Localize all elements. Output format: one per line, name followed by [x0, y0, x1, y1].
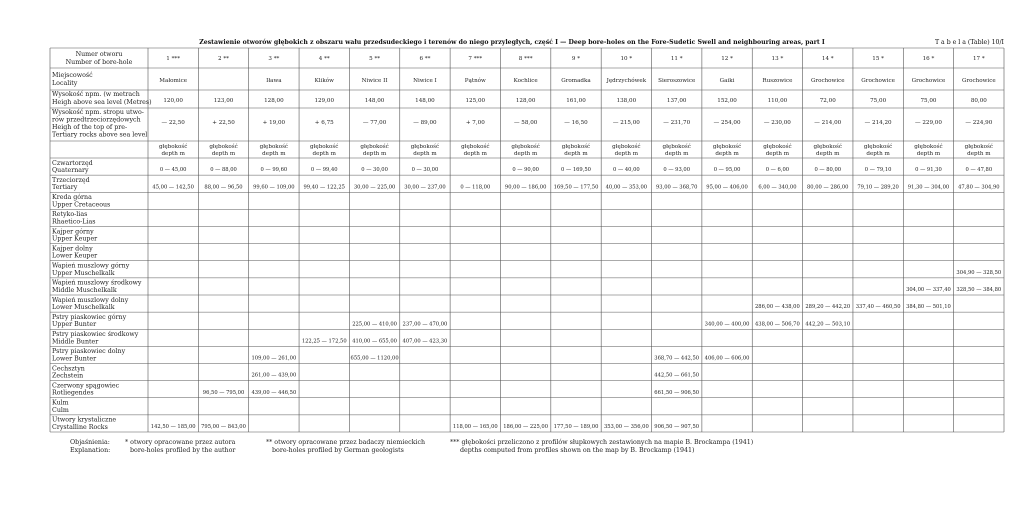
depth-cell: 261,00 — 439,00: [251, 372, 297, 379]
depth-label-en: depth m: [362, 151, 387, 157]
depth-cell: 328,50 — 384,80: [956, 287, 1002, 293]
depth-label-en: depth m: [614, 151, 639, 157]
top-value: — 214,00: [814, 120, 842, 126]
depth-label-en: depth m: [866, 151, 890, 157]
top-value: — 214,20: [864, 120, 892, 126]
stratum-label-pl: Cechsztyn: [52, 365, 85, 373]
depth-label-en: depth m: [413, 151, 437, 157]
depth-label-en: depth m: [463, 151, 487, 157]
top-value: — 215,00: [612, 120, 640, 126]
depth-label-en: depth m: [161, 151, 185, 157]
stratum-label-pl: Wapień muszlowy dolny: [52, 296, 129, 304]
borehole-number: 13 *: [771, 56, 784, 62]
depth-label-en: depth m: [564, 151, 588, 157]
depth-cell: 118,00 — 165,00: [452, 424, 498, 430]
depth-cell: 407,00 — 423,30: [402, 338, 448, 345]
height-value: 120,00: [163, 98, 183, 104]
depth-label-pl: głębokość: [259, 144, 289, 150]
height-label-pl: Wysokość npm. (w metrach: [52, 91, 140, 98]
locality-name: Grochowice: [810, 78, 845, 84]
depth-label-pl: głębokość: [511, 144, 540, 150]
depth-label-pl: głębokość: [461, 144, 490, 150]
depth-cell: 0 — 6,00: [765, 167, 790, 174]
borehole-number: 15 *: [872, 56, 884, 62]
top-value: — 230,00: [763, 120, 791, 126]
stratum-label-pl: Pstry piaskowiec górny: [52, 313, 127, 321]
depth-cell: 109,00 — 261,00: [251, 355, 297, 362]
height-value: 75,00: [870, 98, 887, 104]
locality-name: Gaiki: [719, 78, 735, 84]
stratum-label-en: Tertiary: [52, 184, 78, 192]
height-value: 161,00: [566, 98, 586, 104]
depth-cell: 0 — 90,00: [512, 167, 539, 174]
depth-label-en: depth m: [211, 151, 236, 157]
depth-cell: 237,00 — 470,00: [402, 321, 448, 328]
borehole-number: 10 *: [620, 56, 633, 62]
depth-cell: 304,90 — 328,50: [956, 269, 1002, 276]
depth-cell: 30,00 — 237,00: [404, 184, 446, 191]
height-value: 137,00: [666, 98, 687, 104]
locality-name: Grochowice: [962, 78, 996, 84]
depth-cell: 169,50 — 177,50: [553, 184, 599, 191]
depth-cell: 439,00 — 446,50: [251, 389, 297, 396]
height-value: 80,00: [970, 98, 987, 104]
depth-cell: 0 — 118,00: [460, 184, 491, 191]
top-value: — 77,00: [362, 120, 387, 126]
locality-name: Kochlice: [513, 78, 538, 84]
notes-label-en: Explanation:: [70, 447, 111, 454]
depth-cell: 88,00 — 96,50: [204, 184, 243, 191]
height-value: 123,00: [213, 98, 234, 104]
stratum-label-pl: Kreda górna: [52, 194, 92, 202]
depth-cell: 91,30 — 304,00: [907, 184, 950, 191]
stratum-label-en: Culm: [52, 406, 69, 414]
top-value: — 22,50: [161, 120, 185, 126]
top-label-line: Wysokość npm. stropu utwo-: [52, 109, 144, 116]
depth-label-en: depth m: [262, 151, 286, 157]
depth-label-en: depth m: [715, 151, 739, 157]
locality-name: Grochowice: [861, 78, 895, 84]
depth-label-pl: głębokość: [964, 144, 994, 150]
depth-cell: 0 — 47,80: [965, 167, 993, 174]
depth-cell: 289,20 — 442,20: [805, 304, 851, 311]
depth-cell: 0 — 79,10: [864, 167, 892, 174]
top-value: + 7,00: [465, 120, 485, 126]
depth-cell: 177,50 — 189,00: [553, 424, 599, 430]
depth-label-pl: głębokość: [813, 144, 842, 150]
stratum-label-pl: Trzeciorzęd: [52, 176, 90, 184]
borehole-number: 16 *: [922, 56, 935, 62]
top-value: — 231,70: [663, 120, 691, 126]
locality-name: Pątnów: [464, 78, 486, 84]
depth-cell: 96,50 — 795,00: [202, 389, 245, 396]
height-value: 129,00: [314, 98, 335, 104]
locality-name: Klików: [314, 78, 334, 84]
depth-label-en: depth m: [312, 151, 336, 157]
depth-cell: 442,50 — 661,50: [654, 372, 700, 379]
locality-name: Niwice II: [361, 78, 388, 84]
top-value: + 22,50: [212, 120, 235, 126]
bore-number-label-pl: Numer otworu: [75, 51, 123, 58]
depth-cell: 0 — 99,60: [260, 167, 288, 174]
top-value: — 229,00: [914, 120, 942, 126]
note-1-en: bore-holes profiled by the author: [130, 447, 236, 454]
top-value: — 16,50: [564, 120, 588, 126]
depth-cell: 142,50 — 185,00: [150, 424, 196, 430]
note-3-pl: *** głębokości przeliczono z profilów słupkowych zestawionych na mapie B. Brockampa (1941): [450, 439, 754, 446]
stratum-label-en: Lower Bunter: [52, 355, 97, 363]
depth-cell: 95,00 — 406,00: [706, 184, 748, 191]
depth-label-pl: głębokość: [158, 144, 188, 150]
top-label-line: Tertiary rocks above sea level: [52, 131, 148, 139]
depth-label-en: depth m: [513, 151, 538, 157]
note-2-en: bore-holes profiled by German geologists: [272, 447, 404, 454]
stratum-label-pl: Retyko-lias: [52, 211, 88, 219]
depth-label-pl: głębokość: [712, 144, 742, 150]
height-value: 72,00: [819, 98, 836, 104]
top-value: — 58,00: [513, 120, 538, 126]
depth-cell: 286,00 — 438,00: [755, 304, 800, 311]
height-value: 128,00: [515, 98, 536, 104]
stratum-label-en: Rotliegendes: [52, 389, 94, 397]
stratum-label-pl: Wapień muszlowy środkowy: [52, 279, 142, 287]
locality-label-pl: Miejscowość: [52, 72, 93, 79]
depth-cell: 661,50 — 906,50: [654, 389, 700, 396]
locality-label-en: Locality: [52, 80, 78, 87]
depth-label-pl: głębokość: [914, 144, 943, 150]
depth-cell: 47,80 — 304,90: [958, 184, 1000, 191]
depth-cell: 0 — 45,00: [159, 167, 187, 174]
stratum-label-en: Middle Muschelkalk: [52, 286, 117, 294]
depth-cell: 0 — 91,30: [915, 167, 942, 174]
depth-cell: 99,60 — 109,00: [253, 184, 295, 191]
depth-label-en: depth m: [916, 151, 941, 157]
depth-cell: 80,00 — 286,00: [807, 184, 849, 191]
note-2-pl: ** otwory opracowane przez badaczy niemieckich: [266, 439, 426, 446]
depth-label-en: depth m: [765, 151, 790, 157]
depth-cell: 384,80 — 501,10: [906, 304, 951, 311]
top-value: + 6,75: [314, 120, 334, 126]
depth-cell: 0 — 95,00: [713, 167, 741, 174]
depth-label-pl: głębokość: [662, 144, 691, 150]
stratum-label-pl: Kulm: [52, 399, 69, 407]
depth-cell: 90,00 — 186,00: [504, 184, 547, 191]
borehole-number: 14 *: [821, 56, 834, 62]
stratum-label-en: Upper Bunter: [52, 321, 97, 329]
stratum-label-pl: Czwartorzęd: [52, 159, 93, 167]
depth-cell: 340,00 — 400,00: [704, 321, 750, 328]
depth-label-pl: głębokość: [612, 144, 641, 150]
height-label-en: Heigh above sea level (Metres): [52, 99, 152, 106]
stratum-label-en: Upper Cretaceous: [52, 201, 111, 209]
top-label-line: Heigh of the top of pre-: [52, 124, 128, 131]
stratum-label-en: Quaternary: [52, 167, 89, 174]
top-value: + 19,00: [262, 120, 286, 126]
depth-cell: 99,40 — 122,25: [303, 184, 345, 191]
depth-cell: 0 — 99,40: [310, 167, 338, 174]
height-value: 75,00: [920, 98, 937, 104]
borehole-number: 5 **: [369, 56, 381, 62]
depth-label-pl: głębokość: [310, 144, 339, 150]
depth-cell: 304,00 — 337,40: [906, 287, 951, 293]
locality-name: Grochowice: [911, 78, 946, 84]
locality-name: Gromadka: [561, 78, 591, 84]
depth-label-pl: głębokość: [863, 144, 893, 150]
depth-cell: 225,00 — 410,00: [352, 321, 397, 328]
bore-number-label-en: Number of bore-hole: [65, 59, 133, 66]
stratum-label-en: Crystalline Rocks: [52, 423, 108, 431]
top-label-line: rów przedtrzeciorzędowych: [52, 116, 141, 124]
depth-cell: 353,00 — 356,00: [603, 424, 649, 430]
stratum-label-pl: Pstry piaskowiec dolny: [52, 348, 126, 356]
document-title: Zestawienie otworów głębokich z obszaru wału przedsudeckiego i terenów do niego przyległych, część I — Deep bore-holes on the Fore-Sudetic Swell and neighbouring areas, part I: [199, 39, 825, 46]
depth-cell: 442,20 — 503,10: [805, 321, 851, 328]
depth-cell: 0 — 80,00: [814, 167, 842, 174]
depth-label-pl: głębokość: [763, 144, 792, 150]
stratum-label-en: Zechstein: [52, 372, 84, 380]
depth-label-en: depth m: [665, 151, 689, 157]
depth-cell: 438,00 — 506,70: [755, 321, 800, 328]
table-label: T a b e l a (Table) 10/I: [934, 39, 1004, 46]
depth-cell: 40,00 — 353,00: [605, 184, 648, 191]
stratum-label-en: Rhaetico-Lias: [52, 218, 96, 226]
depth-cell: 337,40 — 460,50: [855, 304, 901, 311]
borehole-number: 4 **: [318, 56, 330, 62]
borehole-number: 3 **: [268, 56, 280, 62]
borehole-number: 1 ***: [166, 56, 181, 62]
borehole-number: 12 *: [721, 56, 733, 62]
depth-label-pl: głębokość: [410, 144, 440, 150]
stratum-label-pl: Wapień muszlowy górny: [52, 262, 130, 270]
depth-cell: 406,00 — 606,00: [704, 355, 750, 362]
depth-cell: 30,00 — 225,00: [353, 184, 396, 191]
depth-label-en: depth m: [967, 151, 991, 157]
depth-label-en: depth m: [816, 151, 840, 157]
stratum-label-pl: Utwory krystaliczne: [52, 416, 117, 424]
depth-cell: 0 — 88,00: [210, 167, 237, 174]
top-value: — 89,00: [413, 120, 437, 126]
stratum-label-pl: Pstry piaskowiec środkowy: [52, 331, 139, 339]
locality-name: Ruszowice: [762, 78, 793, 84]
note-3-en: depths computed from profiles shown on the map by B. Brockamp (1941): [460, 447, 695, 454]
depth-cell: 0 — 40,00: [613, 167, 640, 174]
explanation-notes: [70, 439, 753, 454]
depth-cell: 186,00 — 225,00: [503, 424, 549, 430]
stratum-label-pl: Kajper górny: [52, 228, 94, 236]
top-value: — 254,00: [713, 120, 741, 126]
depth-cell: 79,10 — 289,20: [857, 184, 899, 191]
stratum-label-en: Middle Bunter: [52, 338, 99, 346]
depth-cell: 122,25 — 172,50: [301, 338, 347, 345]
depth-cell: 906,50 — 907,50: [654, 424, 700, 430]
height-value: 110,00: [767, 98, 788, 104]
stratum-label-en: Upper Muschelkalk: [52, 269, 115, 277]
depth-cell: 655,00 — 1120,00: [350, 355, 399, 362]
locality-name: Sieroszowice: [658, 78, 696, 84]
borehole-number: 9 *: [571, 56, 581, 62]
depth-cell: 93,00 — 368,70: [655, 184, 698, 191]
stratum-label-en: Lower Keuper: [52, 252, 98, 260]
table-cells: [151, 56, 1001, 430]
height-value: 152,00: [717, 98, 737, 104]
depth-cell: 795,00 — 843,00: [201, 424, 246, 430]
depth-cell: 6,00 — 340,00: [758, 184, 797, 191]
borehole-number: 7 ***: [468, 56, 483, 62]
borehole-number: 11 *: [670, 56, 683, 62]
depth-cell: 45,00 — 142,50: [152, 184, 194, 191]
borehole-number: 2 **: [218, 56, 229, 62]
stratum-label-pl: Kajper dolny: [52, 245, 93, 253]
depth-cell: 0 — 169,50: [561, 167, 591, 174]
locality-name: Iława: [266, 78, 282, 84]
depth-cell: 0 — 30,00: [411, 167, 439, 174]
depth-label-pl: głębokość: [360, 144, 389, 150]
height-value: 128,00: [264, 98, 284, 104]
depth-label-pl: głębokość: [561, 144, 591, 150]
depth-cell: 0 — 93,00: [663, 167, 691, 174]
height-value: 148,00: [415, 98, 435, 104]
height-value: 138,00: [616, 98, 637, 104]
stratum-label-en: Lower Muschelkalk: [52, 304, 115, 311]
borehole-number: 17 *: [972, 56, 985, 62]
notes-label-pl: Objaśnienia:: [70, 439, 110, 446]
locality-name: Jędrzychówek: [606, 78, 647, 84]
height-value: 148,00: [364, 98, 385, 104]
borehole-number: 8 ***: [518, 56, 533, 62]
depth-cell: 368,70 — 442,50: [654, 355, 700, 362]
depth-label-pl: głębokość: [209, 144, 238, 150]
height-value: 125,00: [465, 98, 486, 104]
borehole-number: 6 **: [419, 56, 431, 62]
table-grid: [50, 48, 1004, 432]
note-1-pl: * otwory opracowane przez autora: [125, 439, 236, 446]
stratum-label-en: Upper Keuper: [52, 235, 98, 243]
depth-cell: 0 — 30,00: [361, 167, 388, 174]
depth-cell: 410,00 — 655,00: [352, 338, 397, 345]
top-value: — 224,90: [965, 120, 993, 126]
stratum-label-pl: Czerwony spągowiec: [52, 382, 120, 390]
locality-name: Niwice I: [413, 78, 437, 84]
locality-name: Małomice: [159, 78, 188, 84]
